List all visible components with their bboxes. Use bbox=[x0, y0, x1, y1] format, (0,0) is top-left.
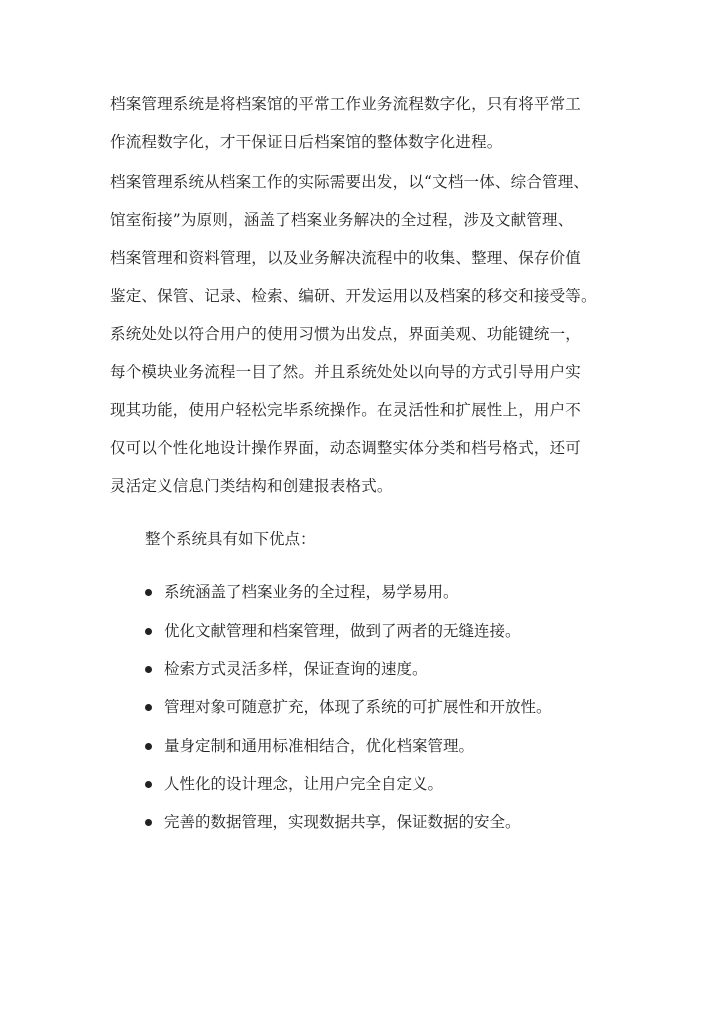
list-item-text: 人性化的设计理念，让用户完全自定义。 bbox=[164, 775, 444, 793]
list-item bbox=[143, 774, 443, 794]
list-item-text: 量身定制和通用标准相结合，优化档案管理。 bbox=[164, 737, 475, 755]
bullet-icon bbox=[145, 666, 152, 673]
paragraph-1-line-1: 档案管理系统是将档案馆的平常工作业务流程数字化，只有将平常工 bbox=[110, 95, 582, 113]
list-item bbox=[143, 582, 459, 602]
list-item bbox=[143, 621, 521, 641]
list-item-text: 优化文献管理和档案管理，做到了两者的无缝连接。 bbox=[164, 622, 521, 640]
paragraph-2-line-5: 系统处处以符合用户的使用习惯为出发点，界面美观、功能键统一， bbox=[110, 325, 582, 343]
list-item bbox=[143, 697, 552, 717]
bullet-icon bbox=[145, 743, 152, 750]
list-item bbox=[143, 736, 474, 756]
advantages-intro: 整个系统具有如下优点： bbox=[145, 530, 316, 548]
paragraph-2-line-4: 鉴定、保管、记录、检索、编研、开发运用以及档案的移交和接受等。 bbox=[110, 287, 597, 305]
paragraph-2-line-6: 每个模块业务流程一目了然。并且系统处处以向导的方式引导用户实 bbox=[110, 363, 582, 381]
bullet-icon bbox=[145, 819, 152, 826]
bullet-icon bbox=[145, 781, 152, 788]
bullet-icon bbox=[145, 628, 152, 635]
paragraph-2-line-9: 灵活定义信息门类结构和创建报表格式。 bbox=[110, 477, 393, 495]
bullet-icon bbox=[145, 589, 152, 596]
list-item bbox=[143, 659, 428, 679]
list-item-text: 检索方式灵活多样，保证查询的速度。 bbox=[164, 660, 428, 678]
list-item-text: 完善的数据管理，实现数据共享，保证数据的安全。 bbox=[164, 813, 521, 831]
paragraph-1-line-2: 作流程数字化，才干保证日后档案馆的整体数字化进程。 bbox=[110, 133, 503, 151]
paragraph-2-line-7: 现其功能，使用户轻松完毕系统操作。在灵活性和扩展性上，用户不 bbox=[110, 401, 582, 419]
list-item bbox=[143, 812, 521, 832]
paragraph-2-line-3: 档案管理和资料管理，以及业务解决流程中的收集、整理、保存价值 bbox=[110, 249, 582, 267]
bullet-icon bbox=[145, 704, 152, 711]
list-item-text: 系统涵盖了档案业务的全过程，易学易用。 bbox=[164, 583, 459, 601]
paragraph-2-line-1: 档案管理系统从档案工作的实际需要出发，以“文档一体、综合管理、 bbox=[110, 173, 590, 191]
paragraph-2-line-2: 馆室衔接”为原则，涵盖了档案业务解决的全过程，涉及文献管理、 bbox=[110, 211, 574, 229]
paragraph-2-line-8: 仅可以个性化地设计操作界面，动态调整实体分类和档号格式，还可 bbox=[110, 439, 582, 457]
list-item-text: 管理对象可随意扩充，体现了系统的可扩展性和开放性。 bbox=[164, 698, 552, 716]
